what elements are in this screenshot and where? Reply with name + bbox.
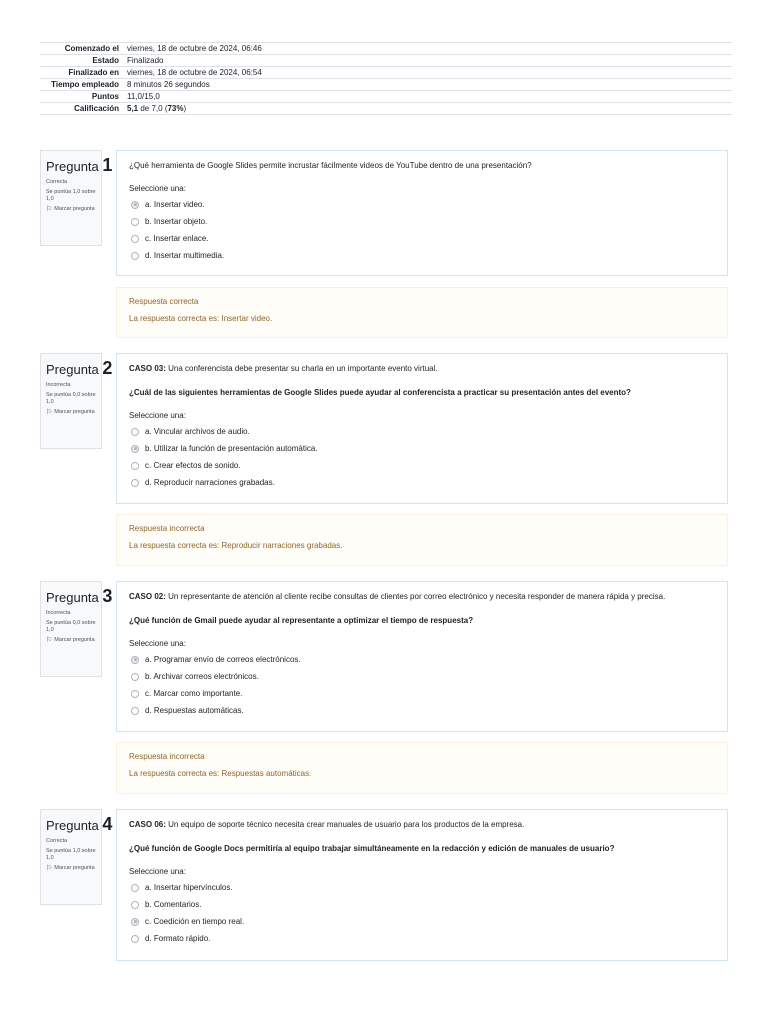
question-info: [40, 581, 113, 677]
case-text: Una conferencista debe presentar su charla en un importante evento virtual.: [165, 364, 438, 373]
summary-value: viernes, 18 de octubre de 2024, 06:46: [127, 44, 262, 53]
feedback-right-answer: La respuesta correcta es: Reproducir narraciones grabadas.: [129, 541, 343, 550]
summary-row-points: [40, 91, 732, 103]
question-case: [129, 591, 715, 602]
radio-button[interactable]: [131, 445, 139, 453]
flag-question-link[interactable]: [46, 637, 96, 644]
radio-button[interactable]: [131, 690, 139, 698]
summary-label: Finalizado en: [68, 68, 119, 77]
answer-option[interactable]: [129, 651, 715, 668]
radio-button[interactable]: [131, 884, 139, 892]
flag-label: Marcar pregunta: [54, 409, 95, 415]
answer-label: a. Vincular archivos de audio.: [145, 427, 250, 436]
question-info: [40, 150, 113, 246]
question-state: Incorrecta: [46, 610, 71, 616]
select-prompt: Seleccione una:: [129, 411, 186, 420]
grade-value: 5,1: [127, 104, 139, 113]
flag-label: Marcar pregunta: [54, 865, 95, 871]
answer-label: b. Insertar objeto.: [145, 217, 208, 226]
question-feedback: [116, 514, 728, 566]
answer-option[interactable]: [129, 896, 715, 913]
question-label: Pregunta: [46, 818, 99, 833]
answer-option[interactable]: [129, 685, 715, 702]
answer-option[interactable]: [129, 668, 715, 685]
summary-value: viernes, 18 de octubre de 2024, 06:54: [127, 68, 262, 77]
question-text: ¿Cuál de las siguientes herramientas de Google Slides puede ayudar al conferencista a practicar su presentación antes del evento?: [129, 388, 631, 397]
question-content: [116, 150, 728, 276]
answer-label: d. Insertar multimedia.: [145, 251, 225, 260]
question-number: [46, 586, 113, 606]
question-content: [116, 581, 728, 732]
flag-icon: ⚐: [46, 637, 53, 644]
answer-label: b. Utilizar la función de presentación automática.: [145, 444, 318, 453]
question-label: Pregunta: [46, 590, 99, 605]
radio-button[interactable]: [131, 235, 139, 243]
question-content: [116, 353, 728, 504]
grade-close: ): [183, 104, 187, 113]
summary-row-time: [40, 79, 732, 91]
flag-question-link[interactable]: [46, 409, 96, 416]
grade-percent: 73%: [167, 104, 184, 113]
question-grade: Se puntúa 0,0 sobre 1,0: [46, 392, 96, 405]
summary-value: 11,0/15,0: [127, 92, 160, 101]
radio-button[interactable]: [131, 707, 139, 715]
radio-button[interactable]: [131, 462, 139, 470]
answer-list: [129, 651, 715, 719]
radio-button[interactable]: [131, 218, 139, 226]
summary-row-finished: [40, 67, 732, 79]
answer-list: [129, 879, 715, 947]
question-label: Pregunta: [46, 362, 99, 377]
select-prompt: Seleccione una:: [129, 184, 186, 193]
question-num: 4: [102, 814, 113, 834]
answer-label: b. Comentarios.: [145, 900, 202, 909]
summary-value: 8 minutos 26 segundos: [127, 80, 210, 89]
answer-option[interactable]: [129, 196, 715, 213]
feedback-right-answer: La respuesta correcta es: Respuestas automáticas.: [129, 769, 312, 778]
question-info: [40, 809, 113, 905]
question-content: [116, 809, 728, 961]
grade-max: de 7,0 (: [138, 104, 168, 113]
answer-label: a. Insertar hipervínculos.: [145, 883, 233, 892]
question-state: Correcta: [46, 838, 68, 844]
radio-button[interactable]: [131, 656, 139, 664]
feedback-status: Respuesta correcta: [129, 297, 199, 306]
answer-label: c. Crear efectos de sonido.: [145, 461, 241, 470]
answer-option[interactable]: [129, 474, 715, 491]
answer-label: a. Insertar video.: [145, 200, 205, 209]
case-text: Un representante de atención al cliente recibe consultas de clientes por correo electrónico y necesita responder de manera rápida y precisa.: [165, 592, 666, 601]
radio-button[interactable]: [131, 918, 139, 926]
answer-label: d. Reproducir narraciones grabadas.: [145, 478, 275, 487]
question-num: 3: [102, 586, 113, 606]
case-label: CASO 03:: [129, 364, 166, 373]
question-state: Correcta: [46, 179, 68, 185]
question-grade: Se puntúa 0,0 sobre 1,0: [46, 620, 96, 633]
summary-value: [125, 104, 732, 113]
feedback-status: Respuesta incorrecta: [129, 752, 205, 761]
question-text: ¿Qué herramienta de Google Slides permite incrustar fácilmente videos de YouTube dentro de una presentación?: [129, 161, 532, 170]
summary-label: Tiempo empleado: [51, 80, 119, 89]
question-text: ¿Qué función de Google Docs permitiría al equipo trabajar simultáneamente en la redacción y edición de manuales de usuario?: [129, 844, 615, 853]
answer-option[interactable]: [129, 879, 715, 896]
summary-row-grade: [40, 103, 732, 115]
question-label: Pregunta: [46, 159, 99, 174]
answer-option[interactable]: [129, 423, 715, 440]
summary-value: Finalizado: [127, 56, 164, 65]
answer-option[interactable]: [129, 702, 715, 719]
answer-option[interactable]: [129, 930, 715, 947]
answer-label: d. Formato rápido.: [145, 934, 211, 943]
case-label: CASO 02:: [129, 592, 166, 601]
radio-button[interactable]: [131, 935, 139, 943]
attempt-summary: [40, 42, 732, 115]
summary-label: Comenzado el: [64, 44, 119, 53]
question-number: [46, 155, 113, 175]
radio-button[interactable]: [131, 201, 139, 209]
flag-icon: ⚐: [46, 865, 53, 872]
select-prompt: Seleccione una:: [129, 867, 186, 876]
answer-option[interactable]: [129, 230, 715, 247]
question-num: 2: [102, 358, 113, 378]
question-num: 1: [102, 155, 113, 175]
answer-label: b. Archivar correos electrónicos.: [145, 672, 259, 681]
case-label: CASO 06:: [129, 820, 166, 829]
answer-list: [129, 196, 715, 264]
question-info: [40, 353, 113, 449]
radio-button[interactable]: [131, 479, 139, 487]
flag-icon: ⚐: [46, 206, 53, 213]
question-state: Incorrecta: [46, 382, 71, 388]
question-case: [129, 819, 715, 830]
flag-icon: ⚐: [46, 409, 53, 416]
answer-list: [129, 423, 715, 491]
select-prompt: Seleccione una:: [129, 639, 186, 648]
answer-option[interactable]: [129, 247, 715, 264]
answer-option[interactable]: [129, 913, 715, 930]
question-text: ¿Qué función de Gmail puede ayudar al representante a optimizar el tiempo de respuesta?: [129, 616, 474, 625]
answer-label: c. Coedición en tiempo real.: [145, 917, 245, 926]
summary-row-started: [40, 43, 732, 55]
summary-row-state: [40, 55, 732, 67]
question-feedback: [116, 287, 728, 338]
question-number: [46, 358, 113, 378]
feedback-status: Respuesta incorrecta: [129, 524, 205, 533]
answer-option[interactable]: [129, 213, 715, 230]
answer-option[interactable]: [129, 440, 715, 457]
flag-question-link[interactable]: [46, 865, 96, 872]
answer-label: a. Programar envío de correos electrónicos.: [145, 655, 301, 664]
flag-label: Marcar pregunta: [54, 637, 95, 643]
question-case: [129, 363, 715, 374]
question-number: [46, 814, 113, 834]
answer-label: c. Marcar como importante.: [145, 689, 243, 698]
radio-button[interactable]: [131, 673, 139, 681]
answer-label: c. Insertar enlace.: [145, 234, 209, 243]
summary-label: Calificación: [74, 104, 119, 113]
answer-label: d. Respuestas automáticas.: [145, 706, 244, 715]
question-feedback: [116, 742, 728, 794]
feedback-right-answer: La respuesta correcta es: Insertar video.: [129, 314, 273, 323]
flag-label: Marcar pregunta: [54, 206, 95, 212]
summary-label: Estado: [92, 56, 119, 65]
radio-button[interactable]: [131, 252, 139, 260]
summary-label: Puntos: [91, 92, 119, 101]
question-grade: Se puntúa 1,0 sobre 1,0: [46, 848, 96, 861]
radio-button[interactable]: [131, 901, 139, 909]
radio-button[interactable]: [131, 428, 139, 436]
answer-option[interactable]: [129, 457, 715, 474]
case-text: Un equipo de soporte técnico necesita crear manuales de usuario para los productos de la empresa.: [165, 820, 525, 829]
question-grade: Se puntúa 1,0 sobre 1,0: [46, 189, 96, 202]
flag-question-link[interactable]: [46, 206, 96, 213]
